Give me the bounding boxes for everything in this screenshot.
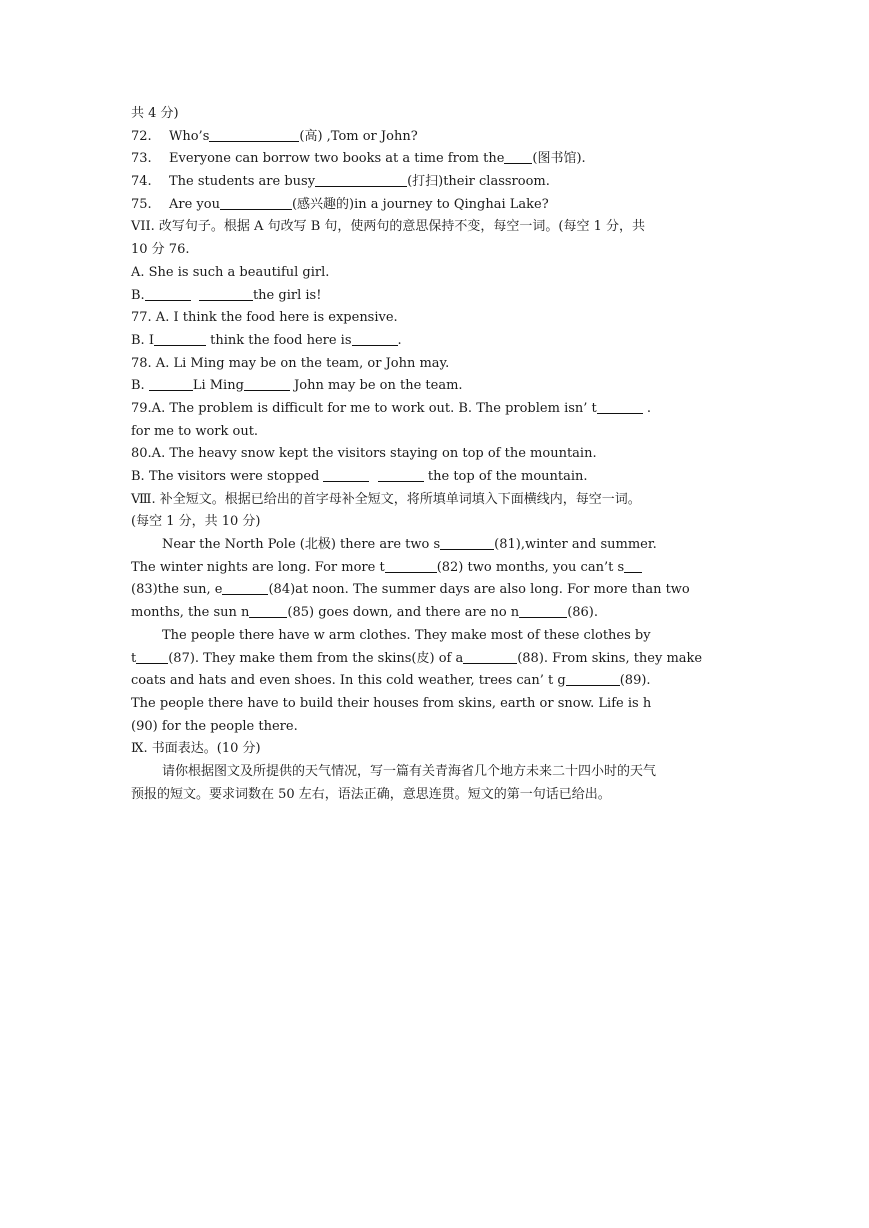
section-7-heading-cont: 10 分 76. — [131, 242, 190, 258]
answer-blank[interactable] — [145, 286, 191, 301]
answer-blank[interactable] — [597, 399, 643, 414]
question-75: 75. Are you (感兴趣的)in a journey to Qinghai Lake? — [131, 196, 549, 212]
question-80a: 80.A. The heavy snow kept the visitors staying on top of the mountain. — [131, 446, 597, 462]
passage-line: months, the sun n (85) goes down, and there are no n (86). — [131, 605, 599, 621]
passage-line: (83)the sun, e (84)at noon. The summer days are also long. For more than two — [131, 582, 690, 598]
answer-blank[interactable] — [244, 376, 290, 391]
question-79b: for me to work out. — [131, 423, 259, 439]
question-78a: 78. A. Li Ming may be on the team, or John may. — [131, 355, 450, 371]
passage-line: Near the North Pole (北极) there are two s (81),winter and summer. — [162, 537, 657, 553]
answer-blank[interactable] — [385, 558, 437, 573]
answer-blank[interactable] — [136, 649, 168, 664]
question-76b: B. the girl is! — [131, 287, 322, 303]
passage-line: The people there have w arm clothes. They make most of these clothes by — [162, 627, 651, 643]
writing-prompt-cont: 预报的短文。要求词数在 50 左右，语法正确，意思连贯。短文的第一句话已给出。 — [131, 786, 611, 802]
passage-line: The people there have to build their houses from skins, earth or snow. Life is h — [131, 695, 652, 711]
question-76a: A. She is such a beautiful girl. — [131, 264, 330, 280]
answer-blank[interactable] — [154, 331, 206, 346]
passage-line: (90) for the people there. — [131, 718, 298, 734]
answer-blank[interactable] — [199, 286, 253, 301]
question-74: 74. The students are busy (打扫)their classroom. — [131, 174, 550, 190]
answer-blank[interactable] — [624, 558, 642, 573]
question-80b: B. The visitors were stopped the top of the mountain. — [131, 469, 588, 484]
section-7-heading: VII. 改写句子。根据 A 句改写 B 句，使两句的意思保持不变，每空一词。(每空 1 分，共 — [131, 219, 646, 235]
answer-blank[interactable] — [249, 603, 287, 618]
answer-blank[interactable] — [149, 376, 193, 391]
answer-blank[interactable] — [440, 535, 494, 550]
answer-blank[interactable] — [504, 149, 532, 164]
section-8-heading-cont: (每空 1 分，共 10 分) — [131, 514, 261, 530]
answer-blank[interactable] — [222, 580, 268, 595]
answer-blank[interactable] — [378, 467, 424, 482]
answer-blank[interactable] — [519, 603, 567, 618]
writing-prompt: 请你根据图文及所提供的天气情况，写一篇有关青海省几个地方未来二十四小时的天气 — [162, 763, 657, 779]
answer-blank[interactable] — [463, 649, 517, 664]
answer-blank[interactable] — [566, 671, 620, 686]
passage-line: coats and hats and even shoes. In this cold weather, trees can’ t g (89). — [131, 673, 651, 689]
question-78b: B. Li Ming John may be on the team. — [131, 378, 463, 394]
score-note: 共 4 分) — [131, 106, 179, 121]
question-77a: 77. A. I think the food here is expensive. — [131, 310, 398, 326]
answer-blank[interactable] — [209, 127, 299, 142]
question-72: 72. Who’s (高) ,Tom or John? — [131, 128, 418, 144]
answer-blank[interactable] — [323, 467, 369, 482]
answer-blank[interactable] — [315, 172, 407, 187]
question-79a: 79.A. The problem is difficult for me to work out. B. The problem isn’ t . — [131, 400, 652, 416]
question-73: 73. Everyone can borrow two books at a time from the (图书馆). — [131, 151, 586, 167]
passage-line: t (87). They make them from the skins(皮) of a (88). From skins, they make — [131, 650, 703, 666]
section-8-heading: Ⅷ. 补全短文。根据已给出的首字母补全短文，将所填单词填入下面横线内，每空一词。 — [131, 491, 641, 507]
document-page — [131, 103, 737, 806]
passage-line: The winter nights are long. For more t (82) two months, you can’t s — [131, 557, 737, 580]
answer-blank[interactable] — [220, 195, 292, 210]
section-9-heading: Ⅸ. 书面表达。(10 分) — [131, 741, 261, 757]
answer-blank[interactable] — [352, 331, 398, 346]
question-77b: B. I think the food here is . — [131, 332, 402, 348]
